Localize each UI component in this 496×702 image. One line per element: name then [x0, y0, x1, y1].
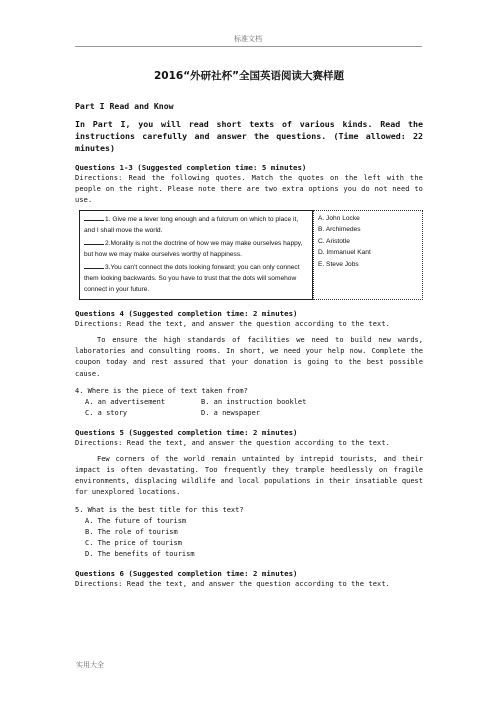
option-a[interactable]: A. The future of tourism	[85, 516, 187, 525]
q4-text: To ensure the high standards of facilities we need to build new wards, laboratories and consulting rooms. In short, we need your help now. Complete the coupon today and rest assured that your donation is going to the best possible cause.	[75, 336, 423, 378]
q1-3-directions: Directions: Read the following quotes. Match the quotes on the left with the people on the right. Please note there are two extra options you do not need to use.	[75, 174, 423, 204]
q6-heading: Questions 6 (Suggested completion time: 2 minutes)	[75, 568, 298, 578]
option-d[interactable]: D. The benefits of tourism	[85, 549, 195, 558]
q5-heading: Questions 5 (Suggested completion time: 2 minutes)	[75, 427, 298, 437]
person-option: E. Steve Jobs	[318, 260, 359, 268]
document-title: 2016“外研社杯”全国英语阅读大赛样题	[153, 70, 345, 82]
person-option: A. John Locke	[318, 215, 360, 222]
q5-options	[75, 516, 423, 560]
quote-text: 2.Morality is not the doctrine of how we may make ourselves happy, but how we may make ourselves worthy of happiness.	[84, 239, 303, 259]
answer-blank[interactable]	[84, 261, 104, 269]
part-heading: Part I Read and Know	[75, 101, 174, 111]
page-header: 标准文档	[234, 35, 262, 43]
part-instructions: In Part I, you will read short texts of various kinds. Read the instructions carefully and answer the questions. (Time allowed: 22 minutes)	[75, 119, 423, 153]
q1-3-heading: Questions 1-3 (Suggested completion time: 5 minutes)	[75, 163, 307, 172]
option-c[interactable]: C. a story	[85, 408, 128, 417]
answer-blank[interactable]	[84, 213, 104, 221]
matching-section	[79, 210, 423, 300]
quotes-box	[79, 210, 313, 300]
header-divider	[75, 46, 422, 47]
option-d[interactable]: D. a newspaper	[201, 408, 261, 417]
option-b[interactable]: B. an instruction booklet	[201, 397, 307, 406]
option-c[interactable]: C. The price of tourism	[85, 538, 182, 547]
q5-directions: Directions: Read the text, and answer the question according to the text.	[75, 438, 390, 447]
q4-question: 4. Where is the piece of text taken from?	[75, 386, 248, 395]
option-b[interactable]: B. The role of tourism	[85, 527, 178, 536]
option-a[interactable]: A. an advertisement	[85, 397, 166, 406]
quote-text: 3.You can't connect the dots looking forward; you can only connect them looking backwards. So you have to trust that the dots will somehow connect in your future.	[84, 263, 300, 294]
q5-text: Few corners of the world remain untainted by intrepid tourists, and their impact is often devastating. Too frequently they trample heedlessly on fragile environments, displacing wildlife and local populations in their insatiable quest for unexplored locations.	[75, 454, 423, 497]
q4-heading: Questions 4 (Suggested completion time: 2 minutes)	[75, 309, 298, 318]
answer-blank[interactable]	[84, 237, 104, 245]
person-option: D. Immanuel Kant	[318, 249, 371, 257]
people-box	[313, 210, 423, 300]
quote-text: 1. Give me a lever long enough and a fulcrum on which to place it, and I shall move the world.	[84, 216, 299, 235]
q5-question: 5. What is the best title for this text?	[75, 505, 244, 514]
person-option: C. Aristotle	[318, 237, 350, 245]
quote-item	[84, 213, 308, 237]
q4-options	[75, 397, 423, 419]
page-content	[75, 64, 423, 590]
quote-item	[84, 237, 308, 261]
q6-directions: Directions: Read the text, and answer the question according to the text.	[75, 579, 390, 588]
person-option: B. Archimedes	[318, 226, 361, 234]
page-footer: 实用大全	[76, 661, 104, 669]
quote-item	[84, 261, 308, 296]
q4-directions: Directions: Read the text, and answer the question according to the text.	[75, 320, 390, 328]
